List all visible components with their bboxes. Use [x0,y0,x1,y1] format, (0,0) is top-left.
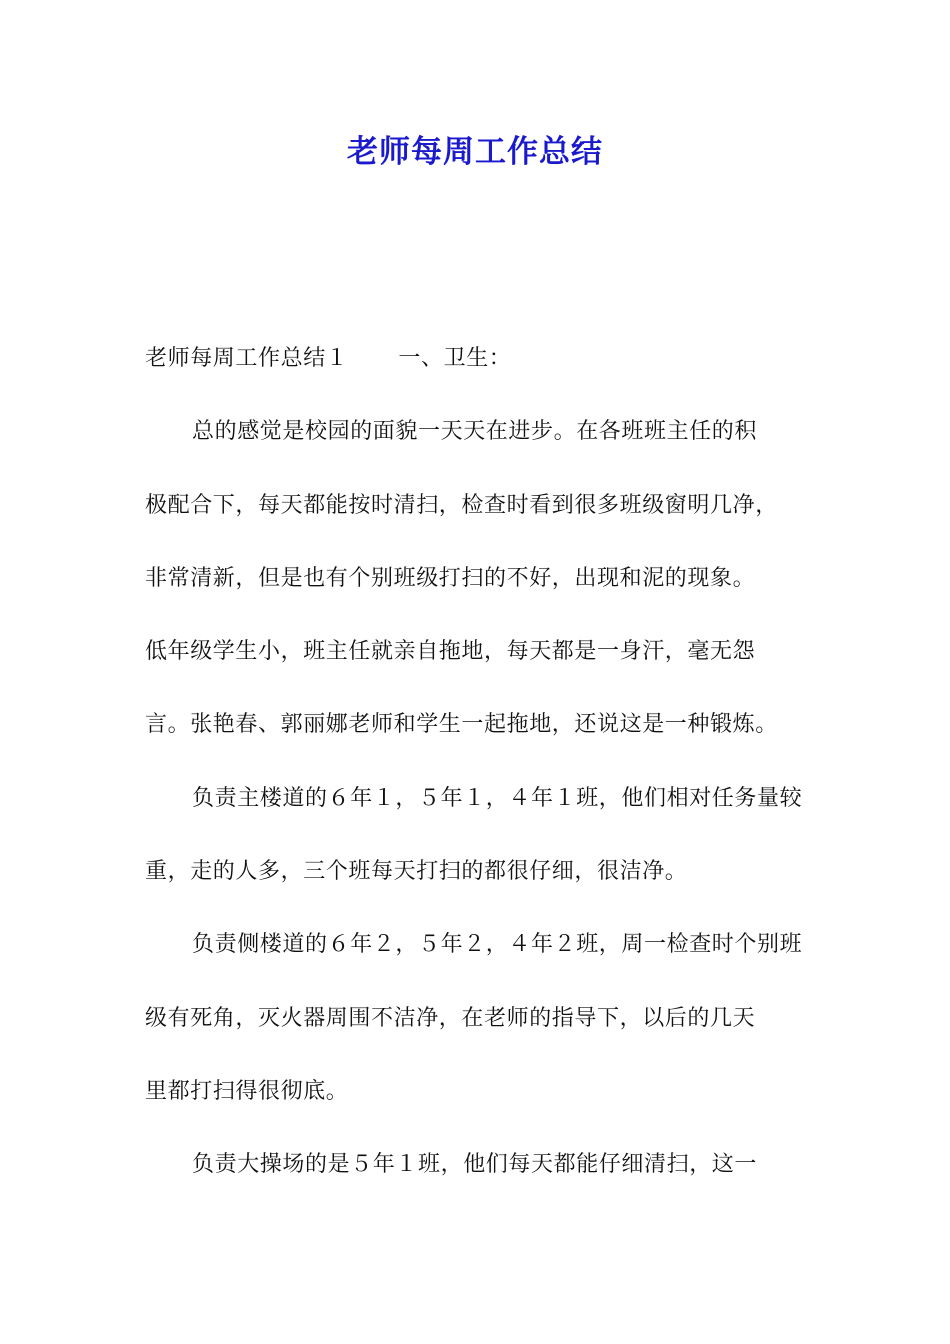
section-heading: 老师每周工作总结１ [145,346,349,371]
paragraph-line: 级有死角，灭火器周围不洁净，在老师的指导下，以后的几天 [145,1005,756,1031]
paragraph-line: 低年级学生小，班主任就亲自拖地，每天都是一身汗，毫无怨 [145,639,756,665]
paragraph-line: 言。张艳春、郭丽娜老师和学生一起拖地，还说这是一种锻炼。 [145,712,778,738]
paragraph-line: 负责主楼道的６年１，５年１，４年１班，他们相对任务量较 [192,785,803,811]
paragraph-line: 总的感觉是校园的面貌一天天在进步。在各班班主任的积 [192,419,758,445]
paragraph-line: 极配合下，每天都能按时清扫，检查时看到很多班级窗明几净， [145,492,778,518]
paragraph-line: 非常清新，但是也有个别班级打扫的不好，出现和泥的现象。 [145,565,756,591]
paragraph-line: 重，走的人多，三个班每天打扫的都很仔细，很洁净。 [145,859,688,885]
paragraph-line: 里都打扫得很彻底。 [145,1078,349,1104]
document-body [145,336,825,1216]
subsection-heading: 一、卫生： [398,346,512,371]
document-title: 老师每周工作总结 [347,134,603,170]
paragraph-line: 负责大操场的是５年１班，他们每天都能仔细清扫，这一 [192,1152,758,1178]
text-line [145,336,825,409]
paragraph-line: 负责侧楼道的６年２，５年２，４年２班，周一检查时个别班 [192,932,803,958]
